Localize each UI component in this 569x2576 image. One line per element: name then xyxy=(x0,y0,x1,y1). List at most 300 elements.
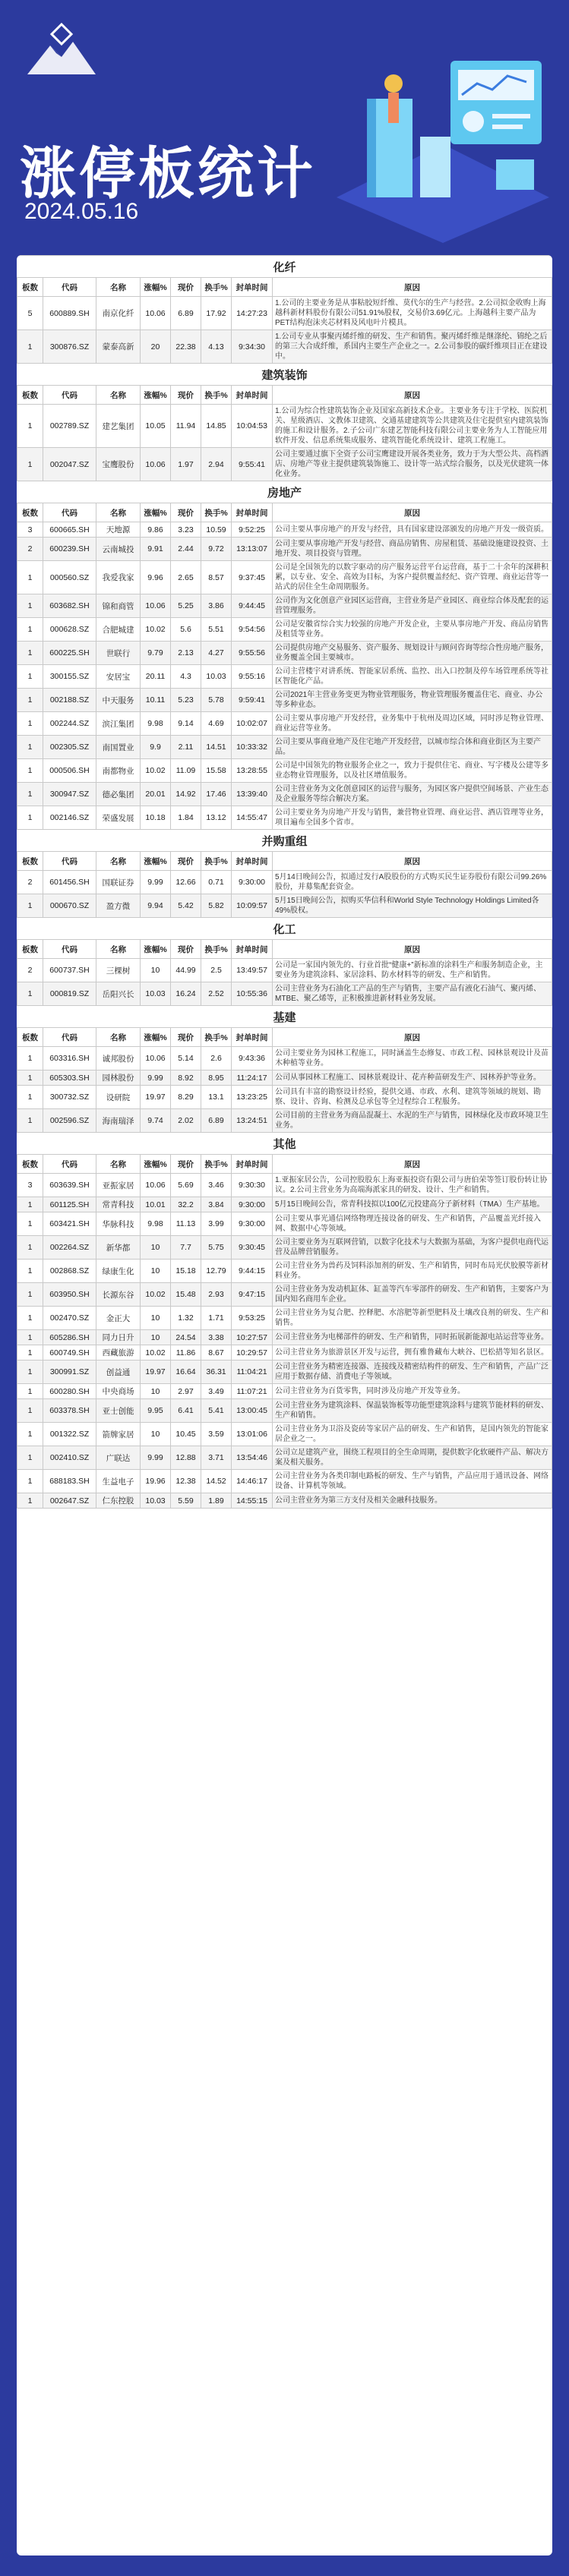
cell-time: 9:54:56 xyxy=(232,618,273,642)
cell-turnover: 13.1 xyxy=(201,1086,232,1109)
column-header: 原因 xyxy=(273,940,552,959)
cell-time: 13:49:57 xyxy=(232,959,273,982)
cell-time: 13:24:51 xyxy=(232,1109,273,1133)
column-header: 名称 xyxy=(96,940,141,959)
cell-turnover: 3.49 xyxy=(201,1384,232,1399)
cell-boards: 1 xyxy=(17,736,43,759)
cell-code: 000506.SH xyxy=(43,759,96,783)
section-title-row xyxy=(17,364,552,386)
cell-boards: 1 xyxy=(17,1361,43,1384)
stock-row[interactable] xyxy=(17,1174,552,1197)
cell-price: 16.24 xyxy=(171,982,201,1006)
cell-time: 14:27:23 xyxy=(232,297,273,330)
cell-boards: 1 xyxy=(17,1330,43,1345)
cell-time: 11:04:21 xyxy=(232,1361,273,1384)
cell-code: 601125.SH xyxy=(43,1197,96,1212)
cell-code: 002647.SZ xyxy=(43,1493,96,1509)
cell-reason: 1.公司为综合性建筑装饰企业及国家高新技术企业。主要业务专注于学校、医院机关、星级酒店、文教体卫建筑、交通基建建筑等公共建筑及住宅提供室内建筑装饰的施工和设计服务。2.子公司广东建艺智能科技有限公司主要业务为人工智能应用软件开发、信息系统集成服务、建筑智能化系统设计、建筑工程施工。 xyxy=(273,405,552,448)
cell-reason: 公司主要通过旗下全资子公司宝鹰建设开展各类业务，致力于为大型公共、高档酒店、房地产等业主提供建筑装饰施工、设计等一站式综合服务，以及光伏建筑一体化业务。 xyxy=(273,448,552,481)
cell-boards: 1 xyxy=(17,405,43,448)
stock-row[interactable] xyxy=(17,405,552,448)
cell-name: 盈方微 xyxy=(96,894,141,918)
cell-reason: 公司是一家国内领先的、行业首批“健康+”新标准的涂料生产和服务制造企业，主要业务为建筑涂料、家居涂料、防水材料等的研发、生产和销售。 xyxy=(273,959,552,982)
stock-row[interactable] xyxy=(17,561,552,594)
cell-turnover: 17.46 xyxy=(201,783,232,806)
cell-price: 1.84 xyxy=(171,806,201,830)
stock-row[interactable] xyxy=(17,894,552,918)
cell-time: 10:29:57 xyxy=(232,1345,273,1361)
cell-reason: 公司主要业务为互联网营销，以数字化技术与大数据为基础，为客户提供电商代运营及品牌营销服务。 xyxy=(273,1236,552,1260)
cell-time: 10:04:53 xyxy=(232,405,273,448)
cell-chg: 10.02 xyxy=(141,1283,171,1307)
cell-chg: 10.03 xyxy=(141,982,171,1006)
column-header: 名称 xyxy=(96,503,141,522)
cell-boards: 1 xyxy=(17,1345,43,1361)
cell-turnover: 5.75 xyxy=(201,1236,232,1260)
column-header: 换手% xyxy=(201,386,232,405)
cell-reason: 公司主要从事光通信网络物理连接设备的研发、生产和销售，产品覆盖光纤接入网、数据中心等领域。 xyxy=(273,1212,552,1236)
cell-time: 9:30:30 xyxy=(232,1174,273,1197)
cell-price: 2.13 xyxy=(171,642,201,665)
column-header: 原因 xyxy=(273,386,552,405)
section-title-row xyxy=(17,481,552,503)
limit-up-table xyxy=(17,255,552,1509)
cell-time: 10:55:36 xyxy=(232,982,273,1006)
cell-chg: 10 xyxy=(141,959,171,982)
cell-price: 12.66 xyxy=(171,871,201,894)
column-header: 涨幅% xyxy=(141,503,171,522)
section-title-row xyxy=(17,918,552,940)
limit-up-table-panel xyxy=(17,255,552,2556)
cell-code: 600889.SH xyxy=(43,297,96,330)
cell-time: 14:55:47 xyxy=(232,806,273,830)
cell-price: 12.38 xyxy=(171,1470,201,1493)
cell-reason: 1.公司专业从事聚丙烯纤维的研发、生产和销售。聚丙烯纤维是继涤纶、锦纶之后的第三大合成纤维，系国内主要生产企业之一。2.公司参股的碳纤维项目正在建设中。 xyxy=(273,330,552,364)
cell-boards: 1 xyxy=(17,1047,43,1070)
cell-turnover: 0.71 xyxy=(201,871,232,894)
cell-price: 2.44 xyxy=(171,538,201,561)
stock-row[interactable] xyxy=(17,689,552,712)
cell-time: 9:34:30 xyxy=(232,330,273,364)
cell-boards: 2 xyxy=(17,538,43,561)
cell-price: 5.14 xyxy=(171,1047,201,1070)
cell-chg: 10.02 xyxy=(141,759,171,783)
cell-turnover: 5.41 xyxy=(201,1399,232,1423)
stock-row[interactable] xyxy=(17,712,552,736)
column-header: 换手% xyxy=(201,1028,232,1047)
cell-reason: 5月14日晚间公告，拟通过发行A股股份的方式购买民生证券股份有限公司99.26%股份，并募集配套资金。 xyxy=(273,871,552,894)
cell-reason: 公司主营业务为发动机缸体、缸盖等汽车零部件的研发、生产和销售，主要客户为国内知名商用车企业。 xyxy=(273,1283,552,1307)
cell-price: 2.11 xyxy=(171,736,201,759)
cell-code: 002596.SZ xyxy=(43,1109,96,1133)
cell-boards: 1 xyxy=(17,1260,43,1283)
dashboard-illustration-icon xyxy=(321,53,557,243)
cell-turnover: 3.71 xyxy=(201,1446,232,1470)
stock-row[interactable] xyxy=(17,1086,552,1109)
column-header: 现价 xyxy=(171,852,201,871)
column-header: 涨幅% xyxy=(141,852,171,871)
cell-price: 15.18 xyxy=(171,1260,201,1283)
cell-boards: 1 xyxy=(17,982,43,1006)
cell-turnover: 5.82 xyxy=(201,894,232,918)
cell-name: 云南城投 xyxy=(96,538,141,561)
cell-turnover: 9.72 xyxy=(201,538,232,561)
column-header: 代码 xyxy=(43,278,96,297)
cell-code: 601456.SH xyxy=(43,871,96,894)
cell-turnover: 5.51 xyxy=(201,618,232,642)
cell-chg: 10.06 xyxy=(141,1174,171,1197)
column-header: 名称 xyxy=(96,278,141,297)
cell-reason: 1.公司的主要业务是从事粘胶短纤维、莫代尔的生产与经营。2.公司拟金收购上海越科新材料股份有限公司51.91%股权，交易价3.69亿元。上海越科主要产品为PET结构泡沫夹芯材料及风电叶片模具。 xyxy=(273,297,552,330)
stock-row[interactable] xyxy=(17,1236,552,1260)
stock-row[interactable] xyxy=(17,1070,552,1086)
cell-name: 仁东控股 xyxy=(96,1493,141,1509)
cell-turnover: 4.13 xyxy=(201,330,232,364)
cell-time: 9:53:25 xyxy=(232,1307,273,1330)
stock-row[interactable] xyxy=(17,783,552,806)
stock-row[interactable] xyxy=(17,1493,552,1509)
stock-row[interactable] xyxy=(17,1330,552,1345)
cell-reason: 公司主要从事房地产开发经营，业务集中于杭州及周边区域，同时涉足物业管理、商业运营等业务。 xyxy=(273,712,552,736)
section-title: 并购重组 xyxy=(17,830,552,852)
cell-boards: 1 xyxy=(17,1423,43,1446)
cell-boards: 1 xyxy=(17,594,43,618)
cell-boards: 1 xyxy=(17,1470,43,1493)
cell-time: 9:30:00 xyxy=(232,871,273,894)
cell-code: 002188.SZ xyxy=(43,689,96,712)
stock-row[interactable] xyxy=(17,736,552,759)
cell-name: 海南瑞泽 xyxy=(96,1109,141,1133)
stock-row[interactable] xyxy=(17,1361,552,1384)
column-header: 现价 xyxy=(171,1155,201,1174)
cell-chg: 10.06 xyxy=(141,594,171,618)
cell-turnover: 3.59 xyxy=(201,1423,232,1446)
page-date: 2024.05.16 xyxy=(24,199,139,224)
cell-code: 002470.SZ xyxy=(43,1307,96,1330)
cell-price: 2.65 xyxy=(171,561,201,594)
cell-time: 9:55:56 xyxy=(232,642,273,665)
cell-code: 000628.SZ xyxy=(43,618,96,642)
stock-row[interactable] xyxy=(17,1047,552,1070)
stock-row[interactable] xyxy=(17,297,552,330)
cell-price: 15.48 xyxy=(171,1283,201,1307)
column-header-row xyxy=(17,278,552,297)
cell-time: 13:39:40 xyxy=(232,783,273,806)
cell-code: 300991.SZ xyxy=(43,1361,96,1384)
cell-code: 000819.SZ xyxy=(43,982,96,1006)
stock-row[interactable] xyxy=(17,1109,552,1133)
cell-code: 001322.SZ xyxy=(43,1423,96,1446)
cell-code: 300876.SZ xyxy=(43,330,96,364)
cell-boards: 1 xyxy=(17,1307,43,1330)
cell-reason: 公司主营业务为石油化工产品的生产与销售，主要产品有液化石油气、聚丙烯、MTBE、聚乙烯等，正积极推进新材料业务发展。 xyxy=(273,982,552,1006)
cell-time: 9:37:45 xyxy=(232,561,273,594)
cell-chg: 10.01 xyxy=(141,1197,171,1212)
column-header: 代码 xyxy=(43,386,96,405)
cell-price: 9.14 xyxy=(171,712,201,736)
cell-turnover: 1.71 xyxy=(201,1307,232,1330)
cell-time: 13:23:25 xyxy=(232,1086,273,1109)
cell-reason: 5月15日晚间公告，拟购买华信科和World Style Technology Holdings Limited各49%股权。 xyxy=(273,894,552,918)
cell-turnover: 3.99 xyxy=(201,1212,232,1236)
cell-time: 9:55:16 xyxy=(232,665,273,689)
cell-time: 14:55:15 xyxy=(232,1493,273,1509)
cell-price: 10.45 xyxy=(171,1423,201,1446)
cell-code: 000670.SZ xyxy=(43,894,96,918)
cell-reason: 公司2021年主营业务变更为物业管理服务，物业管理服务覆盖住宅、商业、办公等多种业态。 xyxy=(273,689,552,712)
cell-reason: 公司立足建筑产业，围绕工程项目的全生命周期，提供数字化软硬件产品、解决方案及相关服务。 xyxy=(273,1446,552,1470)
cell-reason: 5月15日晚间公告，常青科技拟以100亿元投建高分子新材料（TMA）生产基地。 xyxy=(273,1197,552,1212)
stock-row[interactable] xyxy=(17,1423,552,1446)
cell-boards: 1 xyxy=(17,1236,43,1260)
cell-turnover: 3.38 xyxy=(201,1330,232,1345)
cell-chg: 9.99 xyxy=(141,1070,171,1086)
cell-name: 滨江集团 xyxy=(96,712,141,736)
stock-row[interactable] xyxy=(17,665,552,689)
section-title: 基建 xyxy=(17,1006,552,1028)
stock-row[interactable] xyxy=(17,1307,552,1330)
cell-boards: 1 xyxy=(17,1086,43,1109)
column-header: 封单时间 xyxy=(232,386,273,405)
column-header: 换手% xyxy=(201,1155,232,1174)
cell-name: 诚邦股份 xyxy=(96,1047,141,1070)
cell-turnover: 4.69 xyxy=(201,712,232,736)
cell-price: 1.32 xyxy=(171,1307,201,1330)
cell-chg: 9.79 xyxy=(141,642,171,665)
column-header: 换手% xyxy=(201,278,232,297)
cell-turnover: 17.92 xyxy=(201,297,232,330)
column-header: 换手% xyxy=(201,503,232,522)
cell-turnover: 36.31 xyxy=(201,1361,232,1384)
cell-reason: 公司主营业务为各类印制电路板的研发、生产与销售，产品应用于通讯设备、网络设备、计算机等领域。 xyxy=(273,1470,552,1493)
cell-boards: 1 xyxy=(17,1197,43,1212)
stock-row[interactable] xyxy=(17,522,552,538)
cell-boards: 1 xyxy=(17,561,43,594)
cell-price: 8.29 xyxy=(171,1086,201,1109)
column-header: 原因 xyxy=(273,1155,552,1174)
cell-time: 9:30:00 xyxy=(232,1197,273,1212)
cell-chg: 20.11 xyxy=(141,665,171,689)
cell-boards: 1 xyxy=(17,1212,43,1236)
cell-price: 5.6 xyxy=(171,618,201,642)
column-header-row xyxy=(17,852,552,871)
mountain-logo-icon xyxy=(27,23,96,76)
column-header: 封单时间 xyxy=(232,940,273,959)
stock-row[interactable] xyxy=(17,642,552,665)
column-header: 现价 xyxy=(171,386,201,405)
cell-turnover: 2.93 xyxy=(201,1283,232,1307)
cell-code: 603639.SH xyxy=(43,1174,96,1197)
stock-row[interactable] xyxy=(17,806,552,830)
stock-row[interactable] xyxy=(17,1197,552,1212)
cell-time: 10:33:32 xyxy=(232,736,273,759)
cell-name: 创益通 xyxy=(96,1361,141,1384)
column-header: 现价 xyxy=(171,1028,201,1047)
stock-row[interactable] xyxy=(17,1212,552,1236)
cell-code: 002305.SZ xyxy=(43,736,96,759)
column-header: 板数 xyxy=(17,1155,43,1174)
cell-price: 6.89 xyxy=(171,297,201,330)
cell-reason: 公司主要从事房地产开发与经营、商品房销售、房屋租赁、基础设施建设投资、土地开发、项目投资与管理。 xyxy=(273,538,552,561)
cell-reason: 公司主营业务为旅游景区开发与运营，拥有雅鲁藏布大峡谷、巴松措等知名景区。 xyxy=(273,1345,552,1361)
cell-turnover: 2.94 xyxy=(201,448,232,481)
cell-code: 600225.SH xyxy=(43,642,96,665)
cell-boards: 2 xyxy=(17,959,43,982)
cell-chg: 19.97 xyxy=(141,1361,171,1384)
cell-reason: 公司主要业务为园林工程施工，同时涵盖生态修复、市政工程、园林景观设计及苗木种植等业务。 xyxy=(273,1047,552,1070)
stock-row[interactable] xyxy=(17,1345,552,1361)
cell-boards: 1 xyxy=(17,1384,43,1399)
cell-code: 600737.SH xyxy=(43,959,96,982)
column-header: 原因 xyxy=(273,1028,552,1047)
section-title: 建筑装饰 xyxy=(17,364,552,386)
cell-code: 002789.SZ xyxy=(43,405,96,448)
cell-turnover: 2.5 xyxy=(201,959,232,982)
section-title-row xyxy=(17,256,552,278)
cell-reason: 公司主营业务为百货零售，同时涉及房地产开发等业务。 xyxy=(273,1384,552,1399)
cell-time: 10:09:57 xyxy=(232,894,273,918)
stock-row[interactable] xyxy=(17,330,552,364)
column-header: 代码 xyxy=(43,1155,96,1174)
cell-reason: 公司主营楼宇对讲系统、智能家居系统、监控、出入口控制及停车场管理系统等社区智能化产品。 xyxy=(273,665,552,689)
section-title: 化工 xyxy=(17,918,552,940)
cell-name: 长源东谷 xyxy=(96,1283,141,1307)
cell-reason: 公司主营业务为兽药及饲料添加剂的研发、生产和销售，同时布局光伏胶膜等新材料业务。 xyxy=(273,1260,552,1283)
cell-turnover: 10.59 xyxy=(201,522,232,538)
cell-time: 11:24:17 xyxy=(232,1070,273,1086)
cell-reason: 公司主营业务为电梯部件的研发、生产和销售，同时拓展新能源电站运营等业务。 xyxy=(273,1330,552,1345)
column-header: 代码 xyxy=(43,1028,96,1047)
cell-turnover: 14.51 xyxy=(201,736,232,759)
cell-chg: 9.91 xyxy=(141,538,171,561)
cell-name: 蒙泰高新 xyxy=(96,330,141,364)
header-banner xyxy=(0,0,569,251)
cell-code: 300732.SZ xyxy=(43,1086,96,1109)
cell-boards: 3 xyxy=(17,1174,43,1197)
cell-reason: 公司主要业务为房地产开发与销售，兼营物业管理、商业运营、酒店管理等业务，项目遍布全国多个省市。 xyxy=(273,806,552,830)
column-header: 代码 xyxy=(43,940,96,959)
cell-price: 11.94 xyxy=(171,405,201,448)
cell-turnover: 2.52 xyxy=(201,982,232,1006)
cell-boards: 2 xyxy=(17,871,43,894)
stock-row[interactable] xyxy=(17,959,552,982)
cell-code: 600280.SH xyxy=(43,1384,96,1399)
cell-chg: 20.01 xyxy=(141,783,171,806)
section-title-row xyxy=(17,1133,552,1155)
cell-price: 2.97 xyxy=(171,1384,201,1399)
cell-price: 24.54 xyxy=(171,1330,201,1345)
cell-chg: 10.05 xyxy=(141,405,171,448)
column-header: 涨幅% xyxy=(141,278,171,297)
cell-code: 300155.SZ xyxy=(43,665,96,689)
cell-name: 新华都 xyxy=(96,1236,141,1260)
cell-price: 6.41 xyxy=(171,1399,201,1423)
stock-row[interactable] xyxy=(17,1384,552,1399)
cell-reason: 公司目前的主营业务为商品混凝土、水泥的生产与销售，园林绿化及市政环境卫生业务。 xyxy=(273,1109,552,1133)
cell-time: 13:54:46 xyxy=(232,1446,273,1470)
cell-boards: 1 xyxy=(17,759,43,783)
cell-chg: 9.74 xyxy=(141,1109,171,1133)
cell-turnover: 3.84 xyxy=(201,1197,232,1212)
cell-price: 3.23 xyxy=(171,522,201,538)
cell-chg: 9.99 xyxy=(141,871,171,894)
cell-boards: 3 xyxy=(17,522,43,538)
cell-code: 603316.SH xyxy=(43,1047,96,1070)
stock-row[interactable] xyxy=(17,538,552,561)
column-header: 代码 xyxy=(43,852,96,871)
stock-row[interactable] xyxy=(17,871,552,894)
cell-boards: 1 xyxy=(17,806,43,830)
stock-row[interactable] xyxy=(17,1399,552,1423)
cell-name: 南都物业 xyxy=(96,759,141,783)
cell-reason: 公司从事园林工程施工、园林景观设计、花卉种苗研发生产、园林养护等业务。 xyxy=(273,1070,552,1086)
cell-name: 锦和商管 xyxy=(96,594,141,618)
cell-time: 13:00:45 xyxy=(232,1399,273,1423)
cell-time: 10:02:07 xyxy=(232,712,273,736)
cell-name: 世联行 xyxy=(96,642,141,665)
cell-chg: 20 xyxy=(141,330,171,364)
cell-price: 32.2 xyxy=(171,1197,201,1212)
stock-row[interactable] xyxy=(17,759,552,783)
cell-boards: 1 xyxy=(17,712,43,736)
stock-row[interactable] xyxy=(17,594,552,618)
column-header: 代码 xyxy=(43,503,96,522)
cell-boards: 1 xyxy=(17,618,43,642)
cell-code: 688183.SH xyxy=(43,1470,96,1493)
column-header: 换手% xyxy=(201,940,232,959)
cell-turnover: 15.58 xyxy=(201,759,232,783)
stock-row[interactable] xyxy=(17,1446,552,1470)
cell-code: 002264.SZ xyxy=(43,1236,96,1260)
column-header: 涨幅% xyxy=(141,1155,171,1174)
cell-chg: 10.18 xyxy=(141,806,171,830)
cell-turnover: 13.12 xyxy=(201,806,232,830)
cell-name: 同力日升 xyxy=(96,1330,141,1345)
stock-row[interactable] xyxy=(17,618,552,642)
cell-name: 建艺集团 xyxy=(96,405,141,448)
column-header-row xyxy=(17,940,552,959)
cell-boards: 1 xyxy=(17,1446,43,1470)
stock-row[interactable] xyxy=(17,1260,552,1283)
cell-name: 南京化纤 xyxy=(96,297,141,330)
cell-chg: 9.99 xyxy=(141,1446,171,1470)
cell-reason: 公司作为文化创意产业园区运营商，主营业务是产业园区、商业综合体及配套的运营管理服务。 xyxy=(273,594,552,618)
cell-reason: 公司是安徽省综合实力较强的房地产开发企业，主要从事房地产开发、商品房销售及租赁等业务。 xyxy=(273,618,552,642)
stock-row[interactable] xyxy=(17,1470,552,1493)
cell-name: 生益电子 xyxy=(96,1470,141,1493)
cell-price: 16.64 xyxy=(171,1361,201,1384)
cell-time: 10:27:57 xyxy=(232,1330,273,1345)
cell-reason: 公司主营业务为文化创意园区的运营与服务，为园区客户提供空间场景、产业生态及企业服务等综合解决方案。 xyxy=(273,783,552,806)
cell-time: 9:47:15 xyxy=(232,1283,273,1307)
cell-code: 603950.SH xyxy=(43,1283,96,1307)
cell-reason: 1.亚振家居公告，公司控股股东上海亚振投资有限公司与唐伯荣等签订股份转让协议。2.公司主营业务为高端海派家具的研发、设计、生产和销售。 xyxy=(273,1174,552,1197)
stock-row[interactable] xyxy=(17,1283,552,1307)
cell-price: 11.09 xyxy=(171,759,201,783)
column-header: 板数 xyxy=(17,1028,43,1047)
stock-row[interactable] xyxy=(17,448,552,481)
column-header-row xyxy=(17,1028,552,1047)
column-header: 涨幅% xyxy=(141,1028,171,1047)
cell-price: 4.3 xyxy=(171,665,201,689)
stock-row[interactable] xyxy=(17,982,552,1006)
cell-reason: 公司是全国领先的以数字驱动的房产服务运营平台运营商，基于二十余年的深耕积累，以专业、安全、高效为目标，为客户提供覆盖经纪、资产管理、商业运营等一站式的居住全生命周期服务。 xyxy=(273,561,552,594)
cell-chg: 10.06 xyxy=(141,1047,171,1070)
cell-turnover: 6.89 xyxy=(201,1109,232,1133)
cell-time: 13:28:55 xyxy=(232,759,273,783)
cell-name: 岳阳兴长 xyxy=(96,982,141,1006)
section-title-row xyxy=(17,830,552,852)
